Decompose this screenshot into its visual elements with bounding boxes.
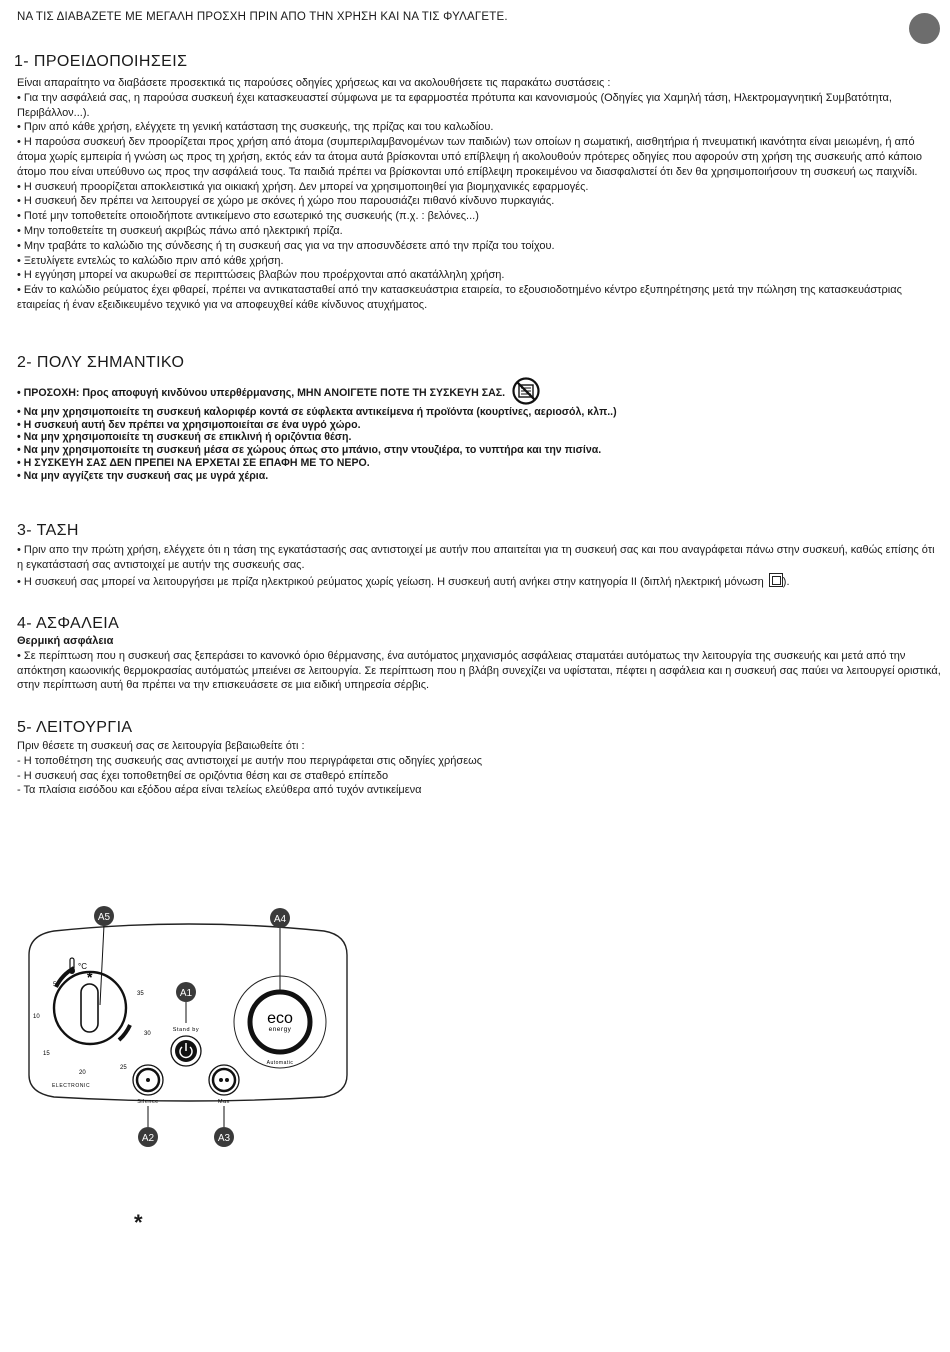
section-1-line: Είναι απαραίτητο να διαβάσετε προσεκτικά τις παρούσες οδηγίες χρήσεως και να ακολουθήσετε τις παρακάτω συστάσεις : — [17, 77, 611, 89]
section-2-line: • Η συσκευή αυτή δεν πρέπει να χρησιμοποιείται σε ένα υγρό χώρο. — [17, 418, 361, 431]
section-4-subtitle: Θερμική ασφάλεια — [17, 635, 114, 647]
section-5-line: Πριν θέσετε τη συσκευή σας σε λειτουργία βεβαιωθείτε ότι : — [17, 740, 305, 752]
section-3-body — [17, 543, 943, 589]
energy-label: energy — [268, 1026, 292, 1033]
section-2-line: • Να μην χρησιμοποιείτε τη συσκευή μέσα σε χώρους όπως στο μπάνιο, στην ντουζιέρα, το νυπτήρα και την πισίνα. — [17, 444, 602, 457]
section-2-line: • Η ΣΥΣΚΕΥΗ ΣΑΣ ΔΕΝ ΠΡΕΠΕΙ ΝΑ ΕΡΧΕΤΑΙ ΣΕ ΕΠΑΦΗ ΜΕ ΤΟ ΝΕΡΟ. — [17, 456, 370, 469]
section-1-line: • Η παρούσα συσκευή δεν προορίζεται προς χρήση από άτομα (συμπεριλαμβανομένων των παιδιών) των οποίων η σωματική, αισθητήρια ή πνευματική ικανότητα είναι μειωμένη, ή από άτομα χωρίς εμπειρία ή γνώση ως προς τη χρήση, εκτός εάν τα άτομα αυτά βρίσκονται υπό επίβλεψη ή ακολουθούν πρότερες οδηγίες που αφορούν στη χρήση της συσκευής από κάποιο άτομο που είναι υπεύθυνο ως προς την ασφάλειά τους. Τα παιδιά πρέπει να βρίσκονται υπό επίβλεψη προκειμένου να διασφαλιστεί ότι δεν θα χρησιμοποιήσουν τη συσκευή ως παιχνίδι. — [17, 136, 922, 178]
section-1-line: • Η συσκευή δεν πρέπει να λειτουργεί σε χώρο με σκόνες ή χώρο που παρουσιάζει πιθανό κίνδυνο πυρκαγιάς. — [17, 195, 555, 208]
section-3-line: • Πριν απο την πρώτη χρήση, ελέγχετε ότι η τάση της εγκατάστασής σας αντιστοιχεί με αυτήν που απαιτείται για τη συσκευή σας και που αναγράφεται πάνω στην συσκευή, καθώς επίσης ότι η εγκατάστασή σας αντιστοιχεί με αυτήν της συσκευής σας. — [17, 544, 935, 571]
section-1-line: • Για την ασφάλειά σας, η παρούσα συσκευή έχει κατασκευαστεί σύμφωνα με τα εφαρμοστέα πρότυπα και κανονισμούς (Οδηγίες για Χαμηλή τάση, Ηλεκτρομαγνητική Συμβατότητα, Περιβάλλον...). — [17, 91, 892, 119]
eco-label: eco — [267, 1010, 293, 1027]
section-2-line-text: • ΠΡΟΣΟΧΗ: Προς αποφυγή κινδύνου υπερθέρμανσης, ΜΗΝ ΑΝΟΙΓΕΤΕ ΠΟΤΕ ΤΗ ΣΥΣΚΕΥΗ ΣΑΣ. — [17, 387, 506, 399]
section-5-body — [17, 739, 943, 798]
section-1-line: • Η συσκευή προορίζεται αποκλειστικά για οικιακή χρήση. Δεν μπορεί να χρησιμοποιηθεί για βιομηχανικές εφαρμογές. — [17, 180, 589, 193]
class-ii-double-square-icon — [769, 573, 783, 587]
double-dot-icon — [219, 1078, 223, 1082]
section-3-line — [17, 573, 943, 590]
standby-button[interactable] — [171, 1036, 201, 1066]
control-panel-diagram — [24, 905, 354, 1155]
max-button[interactable] — [209, 1065, 239, 1095]
section-2-line: • Να μην χρησιμοποιείτε τη συσκευή καλοριφέρ κοντά σε εύφλεκτα αντικείμενα ή προϊόντα (κουρτίνες, αεριοσόλ, κλπ..) — [17, 406, 617, 418]
section-5-line: - Τα πλαίσια εισόδου και εξόδου αέρα είναι τελείως ελεύθερα από τυχόν αντικείμενα — [17, 784, 422, 797]
section-1-line: • Μην τοποθετείτε τη συσκευή ακριβώς πάνω από ηλεκτρική πρίζα. — [17, 224, 343, 237]
section-1-title: 1- ΠΡΟΕΙΔΟΠΟΙΗΣΕΙΣ — [14, 53, 188, 70]
section-1-line: • Πριν από κάθε χρήση, ελέγχετε τη γενική κατάσταση της συσκευής, της πρίζας και του καλωδίου. — [17, 121, 494, 134]
callout-a1: A1 — [179, 988, 193, 999]
footnote-asterisk: * — [134, 1210, 143, 1235]
section-1-line: • Μην τραβάτε το καλώδιο της σύνδεσης ή τη συσκευή σας για να την αποσυνδέσετε από την πρίζα του τοίχου. — [17, 239, 555, 252]
section-2-body — [17, 376, 943, 482]
section-3-line-end: ). — [782, 575, 790, 588]
callout-a5: A5 — [97, 912, 111, 923]
section-1-body — [17, 76, 943, 313]
dial-tick-label: 35 — [137, 991, 144, 997]
automatic-label: Automatic — [266, 1060, 294, 1066]
silence-button[interactable] — [133, 1065, 163, 1095]
callout-a3: A3 — [217, 1133, 231, 1144]
dial-tick-label: 25 — [120, 1065, 127, 1071]
page-marker-dot — [909, 13, 940, 44]
section-2-title: 2- ΠΟΛΥ ΣΗΜΑΝΤΙΚΟ — [17, 354, 185, 371]
dial-unit-label: °C — [78, 962, 87, 971]
section-1-line: • Η εγγύηση μπορεί να ακυρωθεί σε περιπτώσεις βλαβών που προέρχονται από ακατάλληλη χρήση. — [17, 269, 505, 282]
section-2-line — [17, 376, 943, 406]
brand-label: ELECTRONIC — [52, 1083, 91, 1089]
silence-label: Silence — [137, 1099, 159, 1105]
section-5-line: - Η τοποθέτηση της συσκευής σας αντιστοιχεί με αυτήν που περιγράφεται στις οδηγίες χρήσεως — [17, 754, 482, 767]
dial-tick-label: 20 — [79, 1070, 86, 1076]
callout-a2: A2 — [141, 1133, 155, 1144]
section-1-line: • Ποτέ μην τοποθετείτε οποιοδήποτε αντικείμενο στο εσωτερικό της συσκευής (π.χ. : βελόνες...) — [17, 210, 479, 223]
section-5-title: 5- ΛΕΙΤΟΥΡΓΙΑ — [17, 719, 133, 736]
dial-tick-label: 10 — [33, 1014, 40, 1020]
single-dot-icon — [146, 1078, 150, 1082]
section-1-line: • Εάν το καλώδιο ρεύματος έχει φθαρεί, πρέπει να αντικατασταθεί από την κατασκευάστρια εταιρεία, το εξουσιοδοτημένο κέντρο εξυπηρέτησης μετά την πώληση της κατασκευάστριας εταιρείας ή έναν εξειδικευμένο τεχνικό για να αποφευχθεί κάθε κίνδυνος ατυχήματος. — [17, 284, 902, 311]
dial-tick-label: 5 — [53, 982, 57, 988]
section-1-line: • Ξετυλίγετε εντελώς το καλώδιο πριν από κάθε χρήση. — [17, 254, 284, 267]
top-note: ΝΑ ΤΙΣ ΔΙΑΒΑΖΕΤΕ ΜΕ ΜΕΓΑΛΗ ΠΡΟΣΧΗ ΠΡΙΝ ΑΠΟ ΤΗΝ ΧΡΗΣΗ ΚΑΙ ΝΑ ΤΙΣ ΦΥΛΑΓΕΤΕ. — [17, 11, 508, 23]
dial-star: * — [87, 969, 93, 985]
section-4-body — [17, 634, 943, 693]
dial-tick-label: 15 — [43, 1051, 50, 1057]
section-3-line-text: • Η συσκευή σας μπορεί να λειτουργήσει με πρίζα ηλεκτρικού ρεύματος χωρίς γείωση. Η συσκευή αυτή ανήκει στην κατηγορία ΙΙ (διπλή ηλεκτρική μόνωση — [17, 575, 764, 588]
section-4-title: 4- ΑΣΦΑΛΕΙΑ — [17, 615, 120, 632]
section-2-line: • Να μην χρησιμοποιείτε τη συσκευή σε επικλινή ή οριζόντια θέση. — [17, 431, 352, 444]
max-label: Max — [218, 1099, 230, 1105]
section-3-title: 3- ΤΑΣΗ — [17, 522, 79, 539]
do-not-cover-icon — [511, 376, 541, 406]
section-5-line: - Η συσκευή σας έχει τοποθετηθεί σε οριζόντια θέση και σε σταθερό επίπεδο — [17, 769, 389, 782]
thermometer-icon — [69, 958, 75, 974]
section-2-line: • Να μην αγγίζετε την συσκευή σας με υγρά χέρια. — [17, 469, 269, 482]
callout-a4: A4 — [273, 914, 287, 925]
standby-label: Stand by — [172, 1027, 200, 1033]
section-4-text: • Σε περίπτωση που η συσκευή σας ξεπεράσει το κανονκό όριο θέρμανσης, ένα αυτόματος μηχανισμός ασφάλειας σταματάει αυτόματως την λειτουργία της συσκευής και μετά από την απόκτηση καωονικής θερμοκρασίας αυτόματώς μπειένει σε λειτουργία. Σε περίπτωση που η βλάβη συνεχίζει να υφίσταται, πέφτει η ασφάλεια και η συσκευή σας παύει να λειτουργεί οριστικά, στην περίπτωση αυτή θα πρέπει να την επισκευάσετε σε μια ειδική υπηρεσία σέρβις. — [17, 649, 941, 692]
dial-tick-label: 30 — [144, 1031, 151, 1037]
